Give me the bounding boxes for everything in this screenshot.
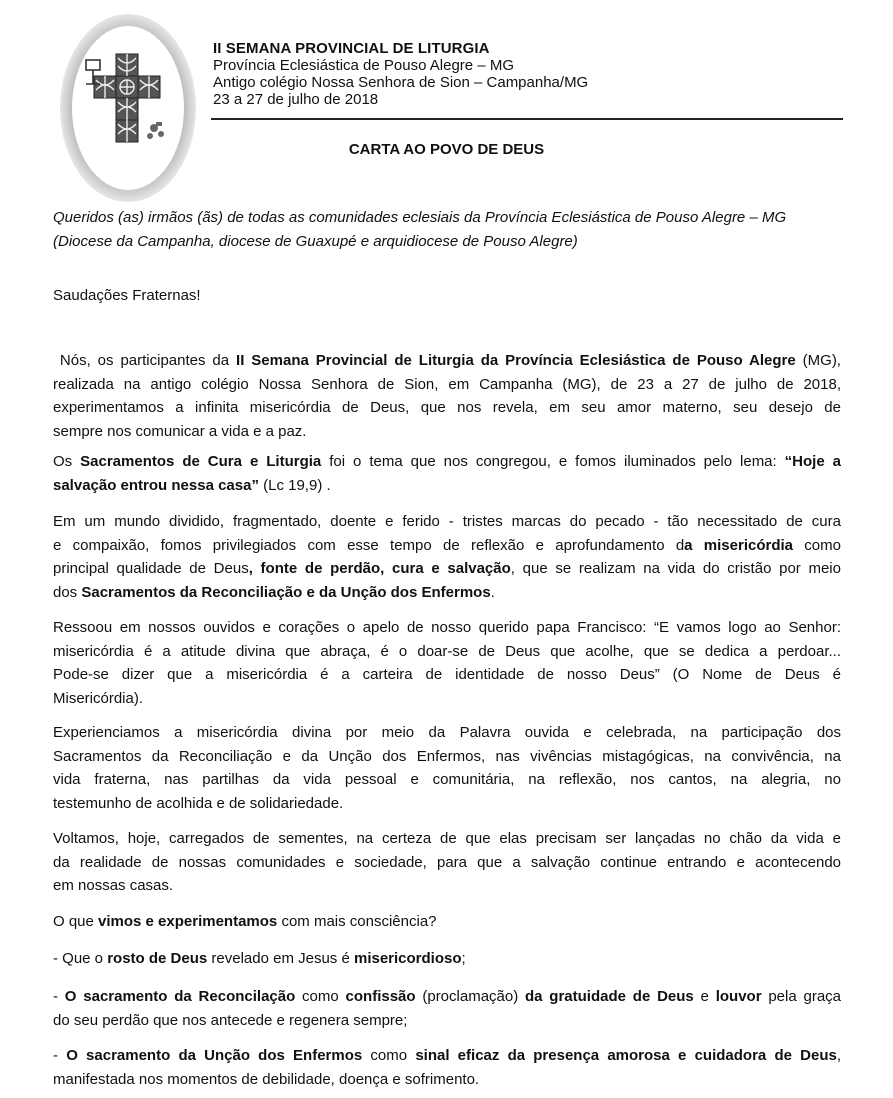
paragraph-5 [53, 721, 841, 815]
p2-text-c: foi o tema que nos congregou, e fomos iluminados pelo lema: [321, 453, 785, 470]
p3-line-1: Em um mundo dividido, fragmentado, doente e ferido - tristes marcas do pecado - tão necessitado de cura [53, 513, 841, 530]
item-2-line-1 [53, 985, 841, 1009]
paragraph-3 [53, 510, 841, 604]
p1-text-c: (MG), [795, 352, 841, 369]
item-bold: louvor [715, 988, 762, 1005]
event-province: Província Eclesiástica de Pouso Alegre – MG [213, 57, 514, 74]
item-text: e [693, 988, 716, 1005]
item-bold: da gratuidade de Deus [525, 988, 694, 1005]
item-bold: O sacramento da Unção dos Enfermos [66, 1047, 363, 1064]
item-text: - [53, 1047, 67, 1064]
p4-line-4: Misericórdia). [53, 689, 144, 707]
item-3-line-1 [53, 1044, 841, 1068]
p1-line-1 [53, 349, 841, 373]
p3-text: . [490, 583, 495, 601]
p3-line-2 [53, 534, 841, 558]
item-text: ; [461, 950, 466, 967]
question-line [53, 910, 841, 934]
p1-line-2: realizada na antigo colégio Nossa Senhora de Sion, em Campanha (MG), de 23 a 27 de julho de 2018, [53, 375, 841, 393]
p3-line-4 [53, 581, 841, 605]
p2-text-a: Os [53, 453, 81, 470]
liturgy-week-logo [58, 12, 198, 204]
p5-line-1: Experienciamos a misericórdia divina por meio da Palavra ouvida e celebrada, na participação dos [53, 724, 841, 741]
p6-line-2: da realidade de nossas comunidades e sociedade, para que a salvação continue entrando e acontecendo [53, 853, 841, 871]
document-header [213, 40, 843, 108]
paragraph-2 [53, 450, 841, 497]
greeting-block [53, 206, 841, 253]
p2-line-1 [53, 450, 841, 474]
paragraph-1 [53, 349, 841, 443]
header-divider [211, 118, 843, 120]
item-text: (proclamação) [415, 988, 526, 1005]
p3-text: e compaixão, fomos privilegiados com esse tempo de reflexão e aprofundamento d [53, 536, 685, 554]
p3-line-3 [53, 557, 841, 581]
p5-line-2: Sacramentos da Reconciliação e da Unção dos Enfermos, nas vivências mistagógicas, na convivência, na [53, 747, 841, 765]
p1-text-a: Nós, os participantes da [53, 352, 237, 369]
item-bold: misericordioso [353, 950, 462, 967]
p2-motto-start: “Hoje a [784, 453, 841, 470]
item-bold: rosto de Deus [107, 950, 208, 967]
item-3-line-2: manifestada nos momentos de debilidade, doença e sofrimento. [53, 1070, 480, 1088]
p1-line-4: sempre nos comunicar a vida e a paz. [53, 422, 307, 440]
greeting-line-1: Queridos (as) irmãos (ãs) de todas as comunidades eclesiais da Província Eclesiástica de Pouso Alegre – MG [53, 209, 787, 226]
item-text: revelado em Jesus é [207, 950, 354, 967]
p2-theme: Sacramentos de Cura e Liturgia [80, 453, 322, 470]
item-text: - Que o [53, 950, 108, 967]
p3-text: como [793, 536, 841, 554]
paragraph-6 [53, 827, 841, 898]
item-bold: confissão [345, 988, 416, 1005]
item-text: como [362, 1047, 416, 1064]
p6-line-3: em nossas casas. [53, 877, 174, 894]
p5-line-4: testemunho de acolhida e de solidariedade. [53, 794, 344, 812]
question-bold: vimos e experimentamos [98, 913, 278, 930]
question [53, 910, 841, 934]
p4-line-1: Ressoou em nossos ouvidos e corações o apelo de nosso querido papa Francisco: “E vamos logo ao Senhor: [53, 619, 841, 636]
p1-event-name: II Semana Provincial de Liturgia da Província Eclesiástica de Pouso Alegre [236, 352, 796, 369]
paragraph-4 [53, 616, 841, 710]
p4-line-3: Pode-se dizer que a misericórdia é a carteira de identidade de nosso Deus” (O Nome de Deus é [53, 666, 841, 683]
p3-text: , que se realizam na vida do cristão por meio [510, 560, 841, 577]
p3-text: principal qualidade de Deus [53, 560, 249, 577]
p3-bold-source: , fonte de perdão, cura e salvação [248, 560, 511, 577]
item-bold: sinal eficaz da presença amorosa e cuidadora de Deus [415, 1047, 837, 1064]
p6-line-1: Voltamos, hoje, carregados de sementes, na certeza de que elas precisam ser lançadas no chão da vida e [53, 830, 841, 847]
question-text: O que [53, 913, 99, 930]
p3-bold-mercy: a misericórdia [684, 536, 794, 554]
item-1-line [53, 947, 841, 971]
event-title: II SEMANA PROVINCIAL DE LITURGIA [213, 40, 490, 57]
list-item [53, 1044, 841, 1091]
list-item [53, 985, 841, 1032]
item-text: como [295, 988, 346, 1005]
list-item [53, 947, 841, 971]
salutation [53, 284, 841, 308]
document-title: CARTA AO POVO DE DEUS [348, 141, 545, 158]
event-dates: 23 a 27 de julho de 2018 [213, 91, 379, 108]
p3-text: dos [53, 583, 82, 601]
question-text: com mais consciência? [277, 913, 437, 930]
item-2-line-2: do seu perdão que nos antecede e regenera sempre; [53, 1011, 408, 1029]
item-text: , [836, 1047, 842, 1064]
salutation-text: Saudações Fraternas! [53, 287, 201, 304]
p3-bold-sacraments: Sacramentos da Reconciliação e da Unção dos Enfermos [81, 583, 491, 601]
event-venue: Antigo colégio Nossa Senhora de Sion – Campanha/MG [213, 74, 589, 91]
p2-line-2 [53, 474, 841, 498]
p4-line-2: misericórdia é a atitude divina que abraça, é o doar-se de Deus que acolhe, que se dedica a perdoar... [53, 642, 841, 660]
item-text: - [53, 988, 65, 1005]
p2-motto-end: salvação entrou nessa casa” [53, 476, 259, 494]
item-text: pela graça [761, 988, 842, 1005]
item-bold: O sacramento da Reconcilação [64, 988, 296, 1005]
p1-line-3: experimentamos a infinita misericórdia de Deus, que nos revela, em seu amor materno, seu desejo de [53, 399, 841, 416]
p5-line-3: vida fraterna, nas partilhas da vida pessoal e comunitária, na reflexão, nos cantos, na alegria, no [53, 771, 841, 788]
greeting-line-2: (Diocese da Campanha, diocese de Guaxupé e arquidiocese de Pouso Alegre) [53, 232, 578, 250]
p2-citation: (Lc 19,9) . [258, 476, 331, 494]
